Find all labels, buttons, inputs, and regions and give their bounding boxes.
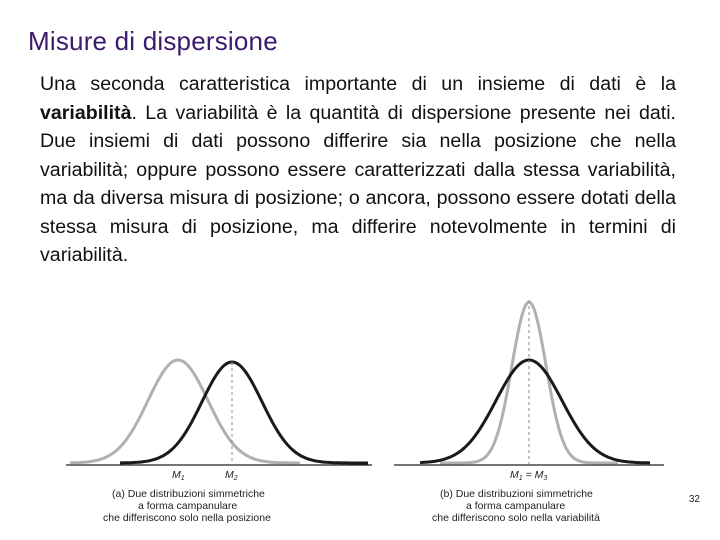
figure-a-caption-1: (a) Due distribuzioni simmetriche	[112, 488, 265, 500]
figure-a-caption-3: che differiscono solo nella posizione	[103, 512, 271, 524]
figure-b-curve-wide	[420, 360, 650, 463]
figure-b	[394, 300, 664, 524]
figure-b-caption-1: (b) Due distribuzioni simmetriche	[440, 488, 593, 500]
page-number: 32	[688, 494, 700, 505]
figure-a	[66, 360, 372, 524]
slide-title: Misure di dispersione	[28, 26, 278, 56]
figure-a-label-m2: M2	[225, 469, 238, 482]
paragraph-part2: . La variabilità è la quantità di dispersione presente nei dati. Due insiemi di dati possono differire sia nella posizione che nella variabilità; oppure possono essere caratterizzati dalla stessa variabilità, ma da diversa misura di posizione; o ancora, possono essere dotati della stessa misura di posizione, ma differire notevolmente in termini di variabilità.	[40, 101, 676, 266]
figure-a-label-m1: M1	[172, 469, 185, 482]
paragraph-bold-term: variabilità	[40, 101, 132, 124]
paragraph-part1: Una seconda caratteristica importante di un insieme di dati è la	[40, 73, 676, 95]
figure-b-caption-2: a forma campanulare	[466, 500, 566, 512]
figure-a-caption-2: a forma campanulare	[138, 500, 238, 512]
figure-b-label-m1-m3: M1 = M3	[510, 469, 548, 482]
figure-a-curve-m2	[120, 362, 368, 463]
figure-b-caption-3: che differiscono solo nella variabilità	[432, 512, 600, 524]
